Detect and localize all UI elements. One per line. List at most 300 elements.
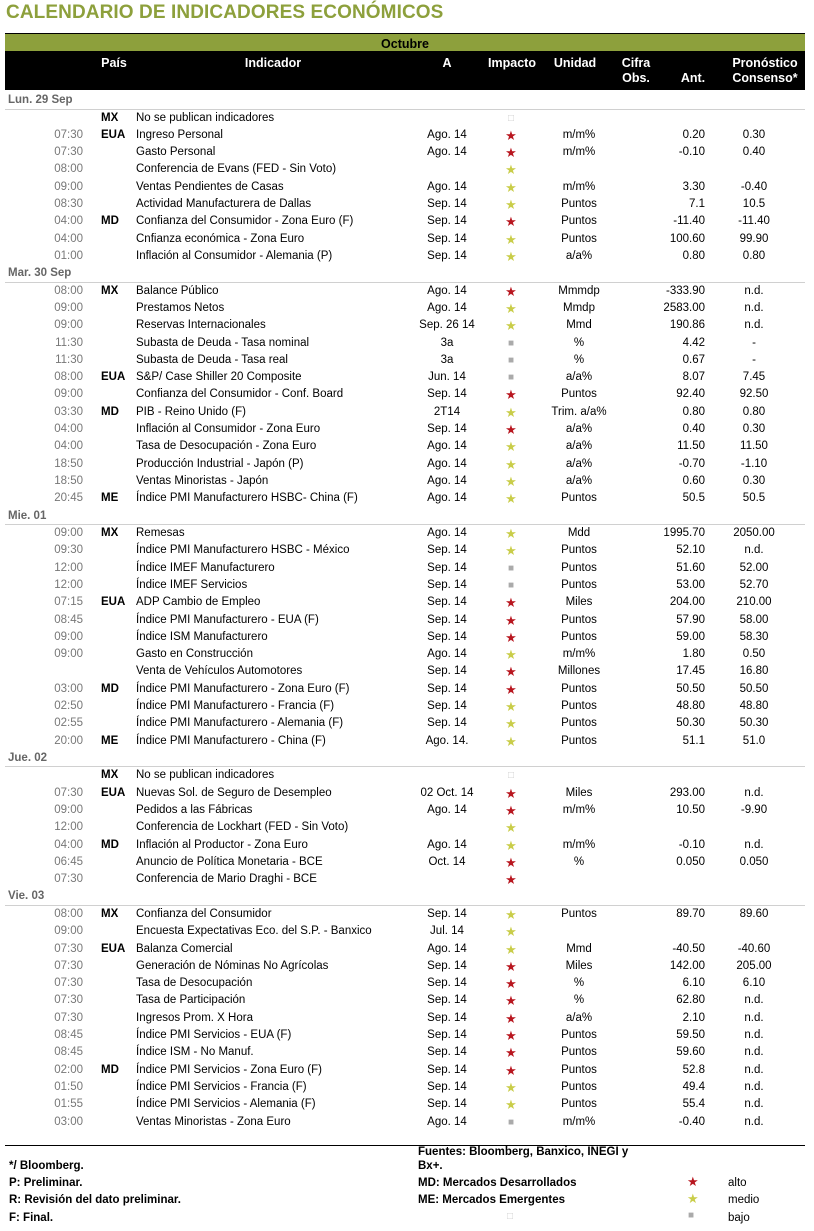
day-header <box>5 888 805 906</box>
indicator-cell: Inflación al Consumidor - Alemania (P) <box>136 249 333 262</box>
time-cell: 20:00 <box>54 734 83 747</box>
anterior-cell: 2583.00 <box>663 301 705 314</box>
unit-cell: Puntos <box>561 544 597 557</box>
anterior-cell: -0.10 <box>678 838 705 851</box>
indicator-cell: Conferencia de Mario Draghi - BCE <box>136 873 317 886</box>
table-row <box>5 594 805 611</box>
square-bajo-icon: ■ <box>507 1116 515 1128</box>
consensus-cell: n.d. <box>744 786 764 799</box>
anterior-cell: 59.60 <box>676 1046 705 1059</box>
star-alto-icon: ★ <box>505 681 517 697</box>
consensus-cell: 10.5 <box>742 197 766 210</box>
period-cell: Sep. 14 <box>427 700 467 712</box>
time-cell: 08:45 <box>54 613 83 626</box>
period-cell: Sep. 14 <box>427 1063 467 1076</box>
period-cell: Sep. 14 <box>427 994 467 1007</box>
anterior-cell: -0.70 <box>678 457 705 470</box>
time-cell: 01:55 <box>54 1098 83 1111</box>
table-row <box>5 1096 805 1113</box>
indicator-cell: PIB - Reino Unido (F) <box>136 405 246 418</box>
table-row <box>5 941 805 958</box>
star-medio-icon: ★ <box>505 162 517 178</box>
day-label: Mie. 01 <box>8 509 47 522</box>
footnote-revision: R: Revisión del dato preliminar. <box>9 1194 181 1206</box>
star-alto-icon: ★ <box>505 595 517 611</box>
table-row <box>5 386 805 403</box>
consensus-cell: 89.60 <box>739 907 769 920</box>
country-cell: MX <box>101 527 119 540</box>
consensus-cell: 48.80 <box>739 700 769 712</box>
anterior-cell: 59.50 <box>676 1029 705 1042</box>
country-cell: MD <box>101 1063 119 1076</box>
consensus-cell: 52.00 <box>739 561 769 574</box>
time-cell: 18:50 <box>54 474 83 487</box>
consensus-cell: 0.30 <box>742 474 766 487</box>
table-row <box>5 767 805 784</box>
star-alto-icon: ★ <box>505 976 517 992</box>
table-row <box>5 854 805 871</box>
indicator-cell: No se publican indicadores <box>136 769 275 782</box>
table-row <box>5 785 805 802</box>
period-cell: 3a <box>440 353 454 366</box>
period-cell: Ago. 14 <box>427 838 467 851</box>
unit-cell: Puntos <box>561 1029 597 1042</box>
period-cell: Sep. 14 <box>427 1046 467 1059</box>
anterior-cell: 50.30 <box>676 717 705 730</box>
anterior-cell: 89.70 <box>676 907 705 920</box>
col-ant: Ant. <box>680 71 706 85</box>
period-cell: Sep. 14 <box>427 613 467 626</box>
period-cell: Sep. 14 <box>427 665 467 678</box>
square-bajo-icon: ■ <box>507 562 515 574</box>
indicator-cell: ADP Cambio de Empleo <box>136 596 261 609</box>
star-medio-icon: ★ <box>505 248 517 264</box>
unit-cell: m/m% <box>562 648 596 661</box>
anterior-cell: 204.00 <box>669 596 705 609</box>
consensus-cell: 0.80 <box>742 249 766 262</box>
unit-cell: a/a% <box>565 249 593 262</box>
time-cell: 07:30 <box>54 977 83 990</box>
unit-cell: % <box>573 994 585 1007</box>
unit-cell: a/a% <box>565 371 593 384</box>
anterior-cell: 2.10 <box>682 1011 705 1024</box>
unit-cell: m/m% <box>562 146 596 159</box>
sources-line2: Bx+. <box>418 1160 443 1172</box>
unit-cell: Puntos <box>561 734 597 747</box>
unit-cell: Puntos <box>561 492 597 505</box>
indicator-cell: Venta de Vehículos Automotores <box>136 665 303 678</box>
indicator-cell: Ventas Minoristas - Japón <box>136 474 269 487</box>
time-cell: 12:00 <box>54 561 83 574</box>
star-alto-icon: ★ <box>505 1010 517 1026</box>
anterior-cell: 62.80 <box>676 994 705 1007</box>
table-row <box>5 369 805 386</box>
period-cell: Oct. 14 <box>428 855 466 868</box>
country-cell: MD <box>101 838 119 851</box>
period-cell: Sep. 14 <box>427 544 467 557</box>
unit-cell: Puntos <box>561 232 597 245</box>
star-alto-icon: ★ <box>505 422 517 438</box>
star-medio-icon: ★ <box>505 647 517 663</box>
consensus-cell: n.d. <box>744 994 764 1007</box>
anterior-cell: 52.8 <box>682 1063 705 1076</box>
time-cell: 08:00 <box>54 907 83 920</box>
table-row <box>5 542 805 559</box>
anterior-cell: 50.5 <box>682 492 705 505</box>
period-cell: Ago. 14 <box>427 527 467 540</box>
time-cell: 07:30 <box>54 873 83 886</box>
period-cell: Sep. 14 <box>427 423 467 436</box>
star-alto-icon: ★ <box>505 214 517 230</box>
anterior-cell: 4.42 <box>682 336 705 349</box>
unit-cell: % <box>573 977 585 990</box>
table-row <box>5 127 805 144</box>
consensus-cell: 50.50 <box>739 682 769 695</box>
unit-cell: Mdd <box>567 527 591 540</box>
table-row <box>5 1079 805 1096</box>
unit-cell: % <box>573 336 585 349</box>
col-a: A <box>442 56 452 70</box>
time-cell: 09:00 <box>54 630 83 643</box>
star-alto-icon: ★ <box>505 958 517 974</box>
period-cell: Sep. 26 14 <box>419 319 475 332</box>
unit-cell: m/m% <box>562 1115 596 1128</box>
period-cell: Sep. 14 <box>427 682 467 695</box>
table-row <box>5 629 805 646</box>
legend-bajo-label: bajo <box>728 1212 750 1224</box>
indicator-cell: Inflación al Consumidor - Zona Euro <box>136 423 321 436</box>
time-cell: 12:00 <box>54 821 83 834</box>
indicator-cell: Encuesta Expectativas Eco. del S.P. - Banxico <box>136 925 372 938</box>
indicator-cell: Confianza del Consumidor <box>136 907 272 920</box>
consensus-cell: 0.50 <box>742 648 766 661</box>
anterior-cell: 7.1 <box>689 197 705 210</box>
unit-cell: Millones <box>557 665 601 678</box>
month-label: Octubre <box>5 33 805 51</box>
table-row <box>5 612 805 629</box>
time-cell: 07:30 <box>54 1011 83 1024</box>
anterior-cell: 100.60 <box>669 232 705 245</box>
star-medio-icon: ★ <box>687 1191 699 1206</box>
country-cell: ME <box>101 734 119 747</box>
table-row <box>5 837 805 854</box>
anterior-cell: 0.40 <box>682 423 705 436</box>
country-cell: EUA <box>101 942 126 955</box>
time-cell: 08:00 <box>54 284 83 297</box>
period-cell: 3a <box>440 336 454 349</box>
table-row <box>5 819 805 836</box>
anterior-cell: 55.4 <box>682 1098 705 1111</box>
country-cell: MD <box>101 405 119 418</box>
anterior-cell: 57.90 <box>676 613 705 626</box>
indicator-cell: Remesas <box>136 527 185 540</box>
unit-cell: % <box>573 353 585 366</box>
anterior-cell: 0.80 <box>682 249 705 262</box>
empty-square-icon: □ <box>507 1211 514 1222</box>
col-pronostico <box>727 56 803 86</box>
legend-me: ME: Mercados Emergentes <box>418 1194 565 1206</box>
country-cell: MD <box>101 682 119 695</box>
period-cell: Ago. 14 <box>427 440 467 453</box>
indicator-cell: Balance Público <box>136 284 219 297</box>
consensus-cell: 52.70 <box>739 578 769 591</box>
star-medio-icon: ★ <box>505 439 517 455</box>
indicator-cell: Índice PMI Manufacturero - Francia (F) <box>136 700 335 712</box>
page-title: CALENDARIO DE INDICADORES ECONÓMICOS <box>6 2 444 23</box>
consensus-cell: - <box>752 353 756 366</box>
anterior-cell: -0.10 <box>678 146 705 159</box>
indicator-cell: Nuevas Sol. de Seguro de Desempleo <box>136 786 332 799</box>
consensus-cell: n.d. <box>744 1029 764 1042</box>
star-alto-icon: ★ <box>505 629 517 645</box>
period-cell: Sep. 14 <box>427 1098 467 1111</box>
consensus-cell: 205.00 <box>736 959 772 972</box>
country-cell: ME <box>101 492 119 505</box>
indicator-cell: Índice PMI Manufacturero - EUA (F) <box>136 613 319 626</box>
indicator-cell: Ventas Minoristas - Zona Euro <box>136 1115 291 1128</box>
table-row <box>5 733 805 750</box>
table-row <box>5 906 805 923</box>
indicator-cell: Reservas Internacionales <box>136 319 266 332</box>
table-row <box>5 992 805 1009</box>
unit-cell: Puntos <box>561 682 597 695</box>
period-cell: 2T14 <box>433 405 461 418</box>
star-alto-icon: ★ <box>505 283 517 299</box>
unit-cell: Puntos <box>561 717 597 730</box>
consensus-cell: 0.80 <box>742 405 766 418</box>
time-cell: 07:30 <box>54 959 83 972</box>
unit-cell: a/a% <box>565 423 593 436</box>
period-cell: Sep. 14 <box>427 907 467 920</box>
period-cell: Ago. 14 <box>427 942 467 955</box>
period-cell: Ago. 14 <box>427 648 467 661</box>
star-medio-icon: ★ <box>505 699 517 714</box>
anterior-cell: 17.45 <box>676 665 705 678</box>
star-medio-icon: ★ <box>505 318 517 334</box>
table-row <box>5 802 805 819</box>
star-medio-icon: ★ <box>505 526 517 542</box>
indicator-cell: Ventas Pendientes de Casas <box>136 180 284 193</box>
time-cell: 03:00 <box>54 1115 83 1128</box>
table-row <box>5 404 805 421</box>
anterior-cell: 293.00 <box>669 786 705 799</box>
unit-cell: Puntos <box>561 578 597 591</box>
col-indicador: Indicador <box>244 56 302 70</box>
day-label: Mar. 30 Sep <box>8 267 72 280</box>
consensus-cell: 92.50 <box>739 388 769 401</box>
star-medio-icon: ★ <box>505 716 517 732</box>
period-cell: Sep. 14 <box>427 977 467 990</box>
country-cell: EUA <box>101 128 126 141</box>
table-header <box>5 33 805 90</box>
indicator-cell: Anuncio de Política Monetaria - BCE <box>136 855 323 868</box>
table-row <box>5 525 805 542</box>
star-alto-icon: ★ <box>505 993 517 1009</box>
country-cell: MX <box>101 907 119 920</box>
consensus-cell: n.d. <box>744 1115 764 1128</box>
anterior-cell: 1.80 <box>682 648 705 661</box>
consensus-cell: 0.40 <box>742 146 766 159</box>
indicator-cell: Ingreso Personal <box>136 128 223 141</box>
time-cell: 03:30 <box>54 405 83 418</box>
square-bajo-icon: ■ <box>507 337 515 349</box>
indicator-cell: Producción Industrial - Japón (P) <box>136 457 304 470</box>
table-row <box>5 231 805 248</box>
table-row <box>5 335 805 352</box>
anterior-cell: 0.80 <box>682 405 705 418</box>
indicator-cell: Índice PMI Manufacturero HSBC - México <box>136 544 350 557</box>
consensus-cell: 0.30 <box>742 423 766 436</box>
star-alto-icon: ★ <box>505 127 517 143</box>
indicator-cell: Tasa de Desocupación - Zona Euro <box>136 440 317 453</box>
indicator-cell: Confianza del Consumidor - Zona Euro (F) <box>136 215 354 228</box>
consensus-cell: 7.45 <box>742 371 766 384</box>
unit-cell: Trim. a/a% <box>551 405 607 418</box>
empty-square-icon: □ <box>507 112 515 124</box>
consensus-cell: 50.5 <box>742 492 766 505</box>
time-cell: 04:00 <box>54 232 83 245</box>
time-cell: 09:00 <box>54 301 83 314</box>
table-row <box>5 577 805 594</box>
star-alto-icon: ★ <box>505 664 517 680</box>
table-row <box>5 161 805 178</box>
star-alto-icon: ★ <box>505 612 517 628</box>
indicator-table <box>5 92 805 1131</box>
consensus-cell: -9.90 <box>740 803 768 816</box>
period-cell: Sep. 14 <box>427 215 467 228</box>
indicator-cell: Cnfianza económica - Zona Euro <box>136 232 305 245</box>
period-cell: Ago. 14 <box>427 803 467 816</box>
day-header <box>5 750 805 768</box>
period-cell: Ago. 14 <box>427 457 467 470</box>
table-row <box>5 213 805 230</box>
table-row <box>5 871 805 888</box>
consensus-cell: n.d. <box>744 544 764 557</box>
consensus-cell: n.d. <box>744 319 764 332</box>
consensus-cell: n.d. <box>744 1011 764 1024</box>
consensus-cell: 2050.00 <box>733 527 775 540</box>
time-cell: 07:30 <box>54 942 83 955</box>
period-cell: Sep. 14 <box>427 1080 467 1093</box>
col-pronostico-line1: Pronóstico <box>732 56 798 70</box>
time-cell: 07:30 <box>54 786 83 799</box>
anterior-cell: 0.050 <box>676 855 705 868</box>
anterior-cell: 3.30 <box>682 180 705 193</box>
indicator-cell: Tasa de Participación <box>136 994 246 1007</box>
time-cell: 04:00 <box>54 423 83 436</box>
time-cell: 07:30 <box>54 146 83 159</box>
col-unidad: Unidad <box>553 56 597 70</box>
period-cell: Sep. 14 <box>427 578 467 591</box>
time-cell: 07:15 <box>54 596 83 609</box>
indicator-cell: Índice PMI Servicios - Francia (F) <box>136 1080 307 1093</box>
period-cell: Ago. 14 <box>427 301 467 314</box>
time-cell: 02:55 <box>54 717 83 730</box>
period-cell: Sep. 14 <box>427 596 467 609</box>
table-row <box>5 317 805 334</box>
star-alto-icon: ★ <box>505 854 517 870</box>
indicator-cell: Índice PMI Manufacturero - China (F) <box>136 734 326 747</box>
star-medio-icon: ★ <box>505 179 517 195</box>
anterior-cell: -11.40 <box>673 215 705 228</box>
unit-cell: Miles <box>565 786 593 799</box>
consensus-cell: n.d. <box>744 838 764 851</box>
table-row <box>5 663 805 680</box>
footnote-preliminar: P: Preliminar. <box>9 1177 83 1189</box>
unit-cell: m/m% <box>562 803 596 816</box>
table-row <box>5 1010 805 1027</box>
indicator-cell: Índice ISM Manufacturero <box>136 630 268 643</box>
unit-cell: Puntos <box>561 561 597 574</box>
table-row <box>5 923 805 940</box>
consensus-cell: - <box>752 336 756 349</box>
anterior-cell: 59.00 <box>676 630 705 643</box>
anterior-cell: 8.07 <box>682 371 705 384</box>
unit-cell: Puntos <box>561 700 597 712</box>
unit-cell: a/a% <box>565 1011 593 1024</box>
star-medio-icon: ★ <box>505 924 517 940</box>
country-cell: MX <box>101 284 119 297</box>
consensus-cell: 0.30 <box>742 128 766 141</box>
country-cell: MX <box>101 111 119 124</box>
unit-cell: % <box>573 855 585 868</box>
star-medio-icon: ★ <box>505 404 517 420</box>
unit-cell: Puntos <box>561 630 597 643</box>
unit-cell: Puntos <box>561 1046 597 1059</box>
time-cell: 11:30 <box>55 353 83 366</box>
square-bajo-icon: ■ <box>688 1210 695 1221</box>
period-cell: Ago. 14 <box>427 1115 467 1128</box>
time-cell: 03:00 <box>54 682 83 695</box>
star-medio-icon: ★ <box>505 906 517 922</box>
star-medio-icon: ★ <box>505 473 517 489</box>
consensus-cell: 0.050 <box>739 855 769 868</box>
time-cell: 07:30 <box>54 994 83 1007</box>
table-row <box>5 490 805 507</box>
footnote-final: F: Final. <box>9 1212 54 1224</box>
indicator-cell: Inflación al Productor - Zona Euro <box>136 838 308 851</box>
table-row <box>5 958 805 975</box>
consensus-cell: n.d. <box>744 1046 764 1059</box>
day-header <box>5 508 805 526</box>
time-cell: 08:45 <box>54 1046 83 1059</box>
star-alto-icon: ★ <box>505 785 517 801</box>
star-alto-icon: ★ <box>505 802 517 818</box>
anterior-cell: 53.00 <box>676 578 705 591</box>
indicator-cell: No se publican indicadores <box>136 111 275 124</box>
anterior-cell: 52.10 <box>676 544 705 557</box>
period-cell: Ago. 14 <box>427 474 467 487</box>
period-cell: Ago. 14 <box>427 284 467 297</box>
day-label: Jue. 02 <box>8 751 47 764</box>
period-cell: Jul. 14 <box>430 925 464 938</box>
anterior-cell: -333.90 <box>665 284 705 297</box>
time-cell: 02:50 <box>54 700 83 712</box>
table-row <box>5 283 805 300</box>
table-row <box>5 560 805 577</box>
star-medio-icon: ★ <box>505 491 517 507</box>
star-medio-icon: ★ <box>505 733 517 749</box>
square-bajo-icon: ■ <box>507 372 515 384</box>
time-cell: 18:50 <box>54 457 83 470</box>
time-cell: 09:00 <box>54 527 83 540</box>
consensus-cell: 51.0 <box>742 734 766 747</box>
table-row <box>5 352 805 369</box>
country-cell: MD <box>101 215 119 228</box>
star-medio-icon: ★ <box>505 196 517 212</box>
period-cell: Ago. 14. <box>425 734 469 747</box>
anterior-cell: 11.50 <box>677 440 705 453</box>
